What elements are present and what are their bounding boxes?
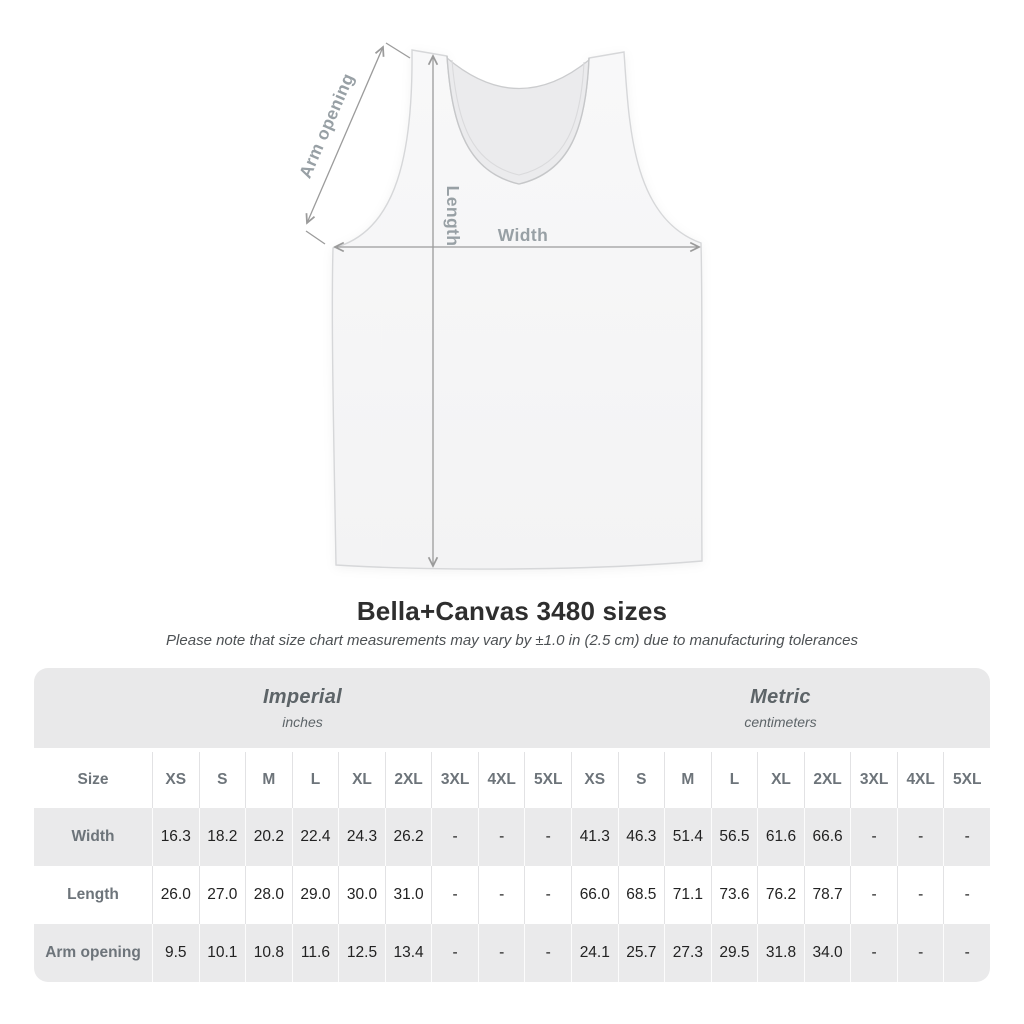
- value-cell-imperial: 28.0: [245, 866, 292, 924]
- metric-sublabel: centimeters: [744, 714, 817, 730]
- size-header-imperial-xs: XS: [152, 752, 199, 808]
- size-header-imperial-3xl: 3XL: [431, 752, 478, 808]
- row-label: Length: [67, 886, 119, 903]
- value-cell-imperial: 11.6: [292, 924, 339, 982]
- value-cell-metric: 68.5: [618, 866, 665, 924]
- page-title: Bella+Canvas 3480 sizes: [356, 596, 668, 626]
- value-cell-metric: 61.6: [757, 808, 804, 866]
- imperial-sublabel: inches: [282, 714, 323, 730]
- value-cell-metric: 25.7: [618, 924, 665, 982]
- row-label: Arm opening: [34, 924, 152, 982]
- value-cell-imperial: 16.3: [152, 808, 199, 866]
- value-cell-metric: 73.6: [711, 866, 758, 924]
- size-table: [34, 668, 990, 982]
- length-label: Length: [443, 185, 463, 247]
- value-cell-imperial: 10.1: [199, 924, 246, 982]
- value-cell-metric: -: [897, 924, 944, 982]
- size-header-metric-4xl: 4XL: [897, 752, 944, 808]
- size-header-imperial-m: M: [245, 752, 292, 808]
- size-header-metric-xs: XS: [571, 752, 618, 808]
- value-cell-metric: 31.8: [757, 924, 804, 982]
- value-cell-imperial: 12.5: [338, 924, 385, 982]
- value-cell-imperial: 20.2: [245, 808, 292, 866]
- size-header-imperial-l: L: [292, 752, 339, 808]
- value-cell-metric: 46.3: [618, 808, 665, 866]
- size-header-metric-l: L: [711, 752, 758, 808]
- value-cell-imperial: -: [431, 808, 478, 866]
- size-header-metric-xl: XL: [757, 752, 804, 808]
- value-cell-imperial: -: [431, 866, 478, 924]
- metric-label: Metric: [750, 686, 811, 708]
- value-cell-imperial: 13.4: [385, 924, 432, 982]
- value-cell-metric: -: [850, 808, 897, 866]
- size-column-header: Size: [77, 771, 109, 788]
- value-cell-imperial: 9.5: [152, 924, 199, 982]
- size-grid: [34, 752, 990, 982]
- size-header-metric-s: S: [618, 752, 665, 808]
- value-cell-imperial: -: [431, 924, 478, 982]
- value-cell-imperial: -: [524, 866, 571, 924]
- value-cell-metric: 27.3: [664, 924, 711, 982]
- value-cell-imperial: -: [478, 924, 525, 982]
- imperial-label: Imperial: [262, 686, 343, 708]
- unit-group-imperial: [34, 668, 571, 748]
- value-cell-metric: -: [897, 808, 944, 866]
- value-cell-metric: 71.1: [664, 866, 711, 924]
- size-header-imperial-2xl: 2XL: [385, 752, 432, 808]
- value-cell-imperial: 18.2: [199, 808, 246, 866]
- size-header-metric-3xl: 3XL: [850, 752, 897, 808]
- value-cell-metric: 51.4: [664, 808, 711, 866]
- value-cell-metric: -: [850, 866, 897, 924]
- value-cell-imperial: 29.0: [292, 866, 339, 924]
- value-cell-metric: -: [943, 808, 990, 866]
- size-header-imperial-4xl: 4XL: [478, 752, 525, 808]
- arm-opening-label: Arm opening: [294, 70, 359, 182]
- width-label: Width: [497, 225, 549, 245]
- size-header-imperial-5xl: 5XL: [524, 752, 571, 808]
- value-cell-metric: 24.1: [571, 924, 618, 982]
- value-cell-metric: 66.6: [804, 808, 851, 866]
- value-cell-imperial: 27.0: [199, 866, 246, 924]
- value-cell-imperial: 26.2: [385, 808, 432, 866]
- unit-group-metric: [571, 668, 990, 748]
- size-header-metric-m: M: [664, 752, 711, 808]
- value-cell-metric: 56.5: [711, 808, 758, 866]
- value-cell-imperial: -: [478, 866, 525, 924]
- size-header-metric-5xl: 5XL: [943, 752, 990, 808]
- value-cell-metric: 29.5: [711, 924, 758, 982]
- value-cell-metric: -: [943, 924, 990, 982]
- size-header-imperial-xl: XL: [338, 752, 385, 808]
- value-cell-imperial: 10.8: [245, 924, 292, 982]
- value-cell-imperial: 31.0: [385, 866, 432, 924]
- size-header-imperial-s: S: [199, 752, 246, 808]
- value-cell-metric: -: [850, 924, 897, 982]
- value-cell-imperial: -: [524, 924, 571, 982]
- value-cell-metric: 66.0: [571, 866, 618, 924]
- value-cell-imperial: -: [524, 808, 571, 866]
- value-cell-metric: 76.2: [757, 866, 804, 924]
- tank-top-body: [332, 50, 702, 569]
- size-header-metric-2xl: 2XL: [804, 752, 851, 808]
- value-cell-metric: 78.7: [804, 866, 851, 924]
- value-cell-imperial: 26.0: [152, 866, 199, 924]
- value-cell-metric: -: [943, 866, 990, 924]
- value-cell-metric: 41.3: [571, 808, 618, 866]
- unit-band: [34, 668, 990, 748]
- value-cell-imperial: 24.3: [338, 808, 385, 866]
- heading: [0, 596, 1024, 651]
- value-cell-imperial: -: [478, 808, 525, 866]
- tolerance-note: Please note that size chart measurements may vary by ±1.0 in (2.5 cm) due to manufacturing tolerances: [166, 632, 858, 649]
- value-cell-imperial: 30.0: [338, 866, 385, 924]
- row-label: Width: [34, 808, 152, 866]
- value-cell-imperial: 22.4: [292, 808, 339, 866]
- value-cell-metric: -: [897, 866, 944, 924]
- value-cell-metric: 34.0: [804, 924, 851, 982]
